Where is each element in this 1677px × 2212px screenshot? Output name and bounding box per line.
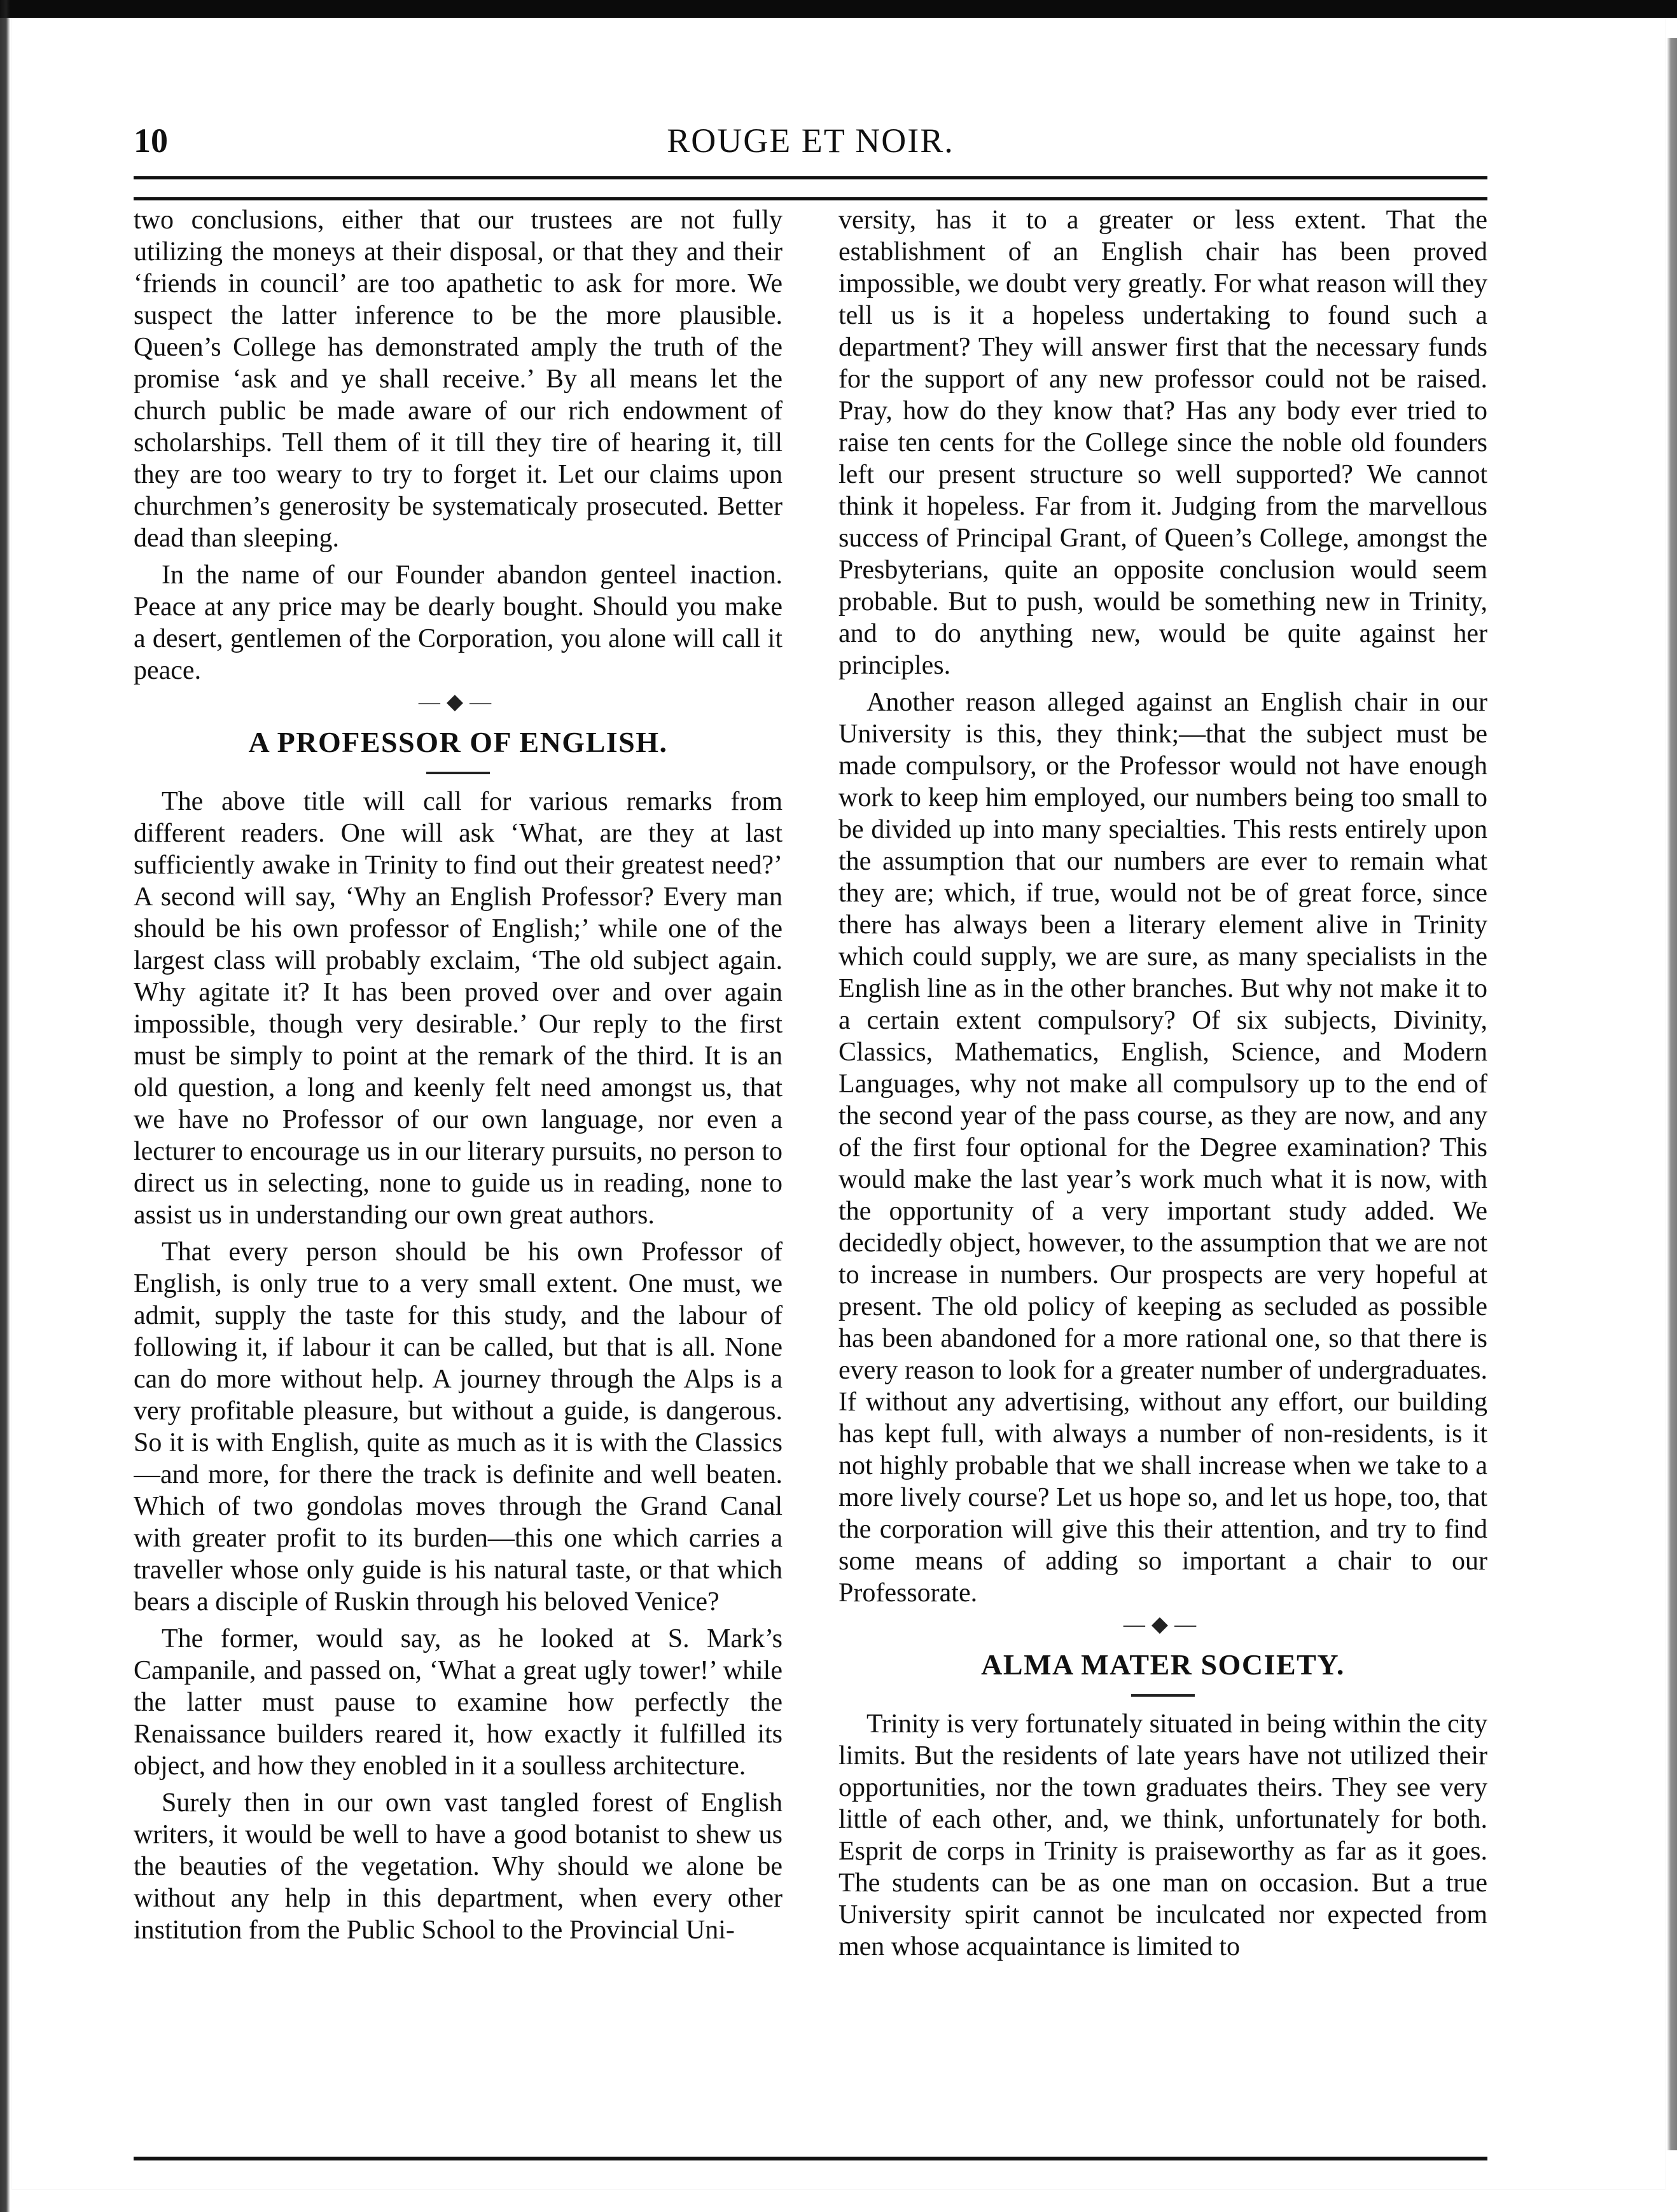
article-paragraph: The former, would say, as he looked at S. Mark’s Campanile, and passed on, ‘What a great ugly tower!’ while the latter must pause to examine how perfectly the Renaissance builders reared it, how exactly it fulfilled its object, and how they enobled in it a soulless architecture. [134,1624,783,1781]
professor-heading: A PROFESSOR OF ENGLISH. [248,726,668,758]
left-column [134,204,783,1998]
section-separator: —◆— [1123,1613,1203,1636]
article-paragraph: The above title will call for various remarks from different readers. One will ask ‘What, are they at last sufficiently awake in Trinity to find out their greatest need?’ A second will say, ‘Why an English Professor? Every man should be his own professor of English;’ while one of the largest class will probably exclaim, ‘The old subject again. Why agitate it? It has been proved over and over again impossible, though very desirable.’ Our reply to the first must be simply to point at the remark of the third. It is an old question, a long and keenly felt need amongst us, that we have no Professor of our own language, nor even a lecturer to encourage us in our literary pursuits, no person to direct us in selecting, none to guide us in reading, none to assist us in understanding our own great authors. [134,787,783,1230]
newspaper-page [134,118,1487,2090]
right-column [838,204,1487,1998]
alma-mater-heading: ALMA MATER SOCIETY. [981,1648,1345,1681]
scan-right-edge [1667,38,1677,2150]
header-rules [134,176,1487,200]
page-header [134,118,1487,163]
article-paragraph: That every person should be his own Professor of English, is only true to a very small extent. One must, we admit, supply the taste for this study, and the labour of following it, if labour it can be called, but that is all. None can do more without help. A journey through the Alps is a very profitable pleasure, but without a guide, is dangerous. So it is with English, quite as much as it is with the Classics—and more, for there the track is definite and well beaten. Which of two gondolas moves through the Grand Canal with greater profit to its burden—this one which carries a traveller whose only guide is his natural taste, or that which bears a disciple of Ruskin through his beloved Venice? [134,1237,783,1617]
heading-rule [1131,1694,1195,1697]
scan-top-bar [0,0,1677,18]
scan-left-edge [0,0,10,2212]
running-title: ROUGE ET NOIR. [667,122,954,160]
section-separator: —◆— [418,690,498,714]
article-paragraph: two conclusions, either that our trustees are not fully utilizing the moneys at their disposal, or that they and their ‘friends in council’ are too apathetic to ask for more. We suspect the latter inference to be the more plausible. Queen’s College has demonstrated amply the truth of the promise ‘ask and ye shall receive.’ By all means let the church public be made aware of our rich endowment of scholarships. Tell them of it till they tire of hearing it, till they are too weary to try to forget it. Let our claims upon churchmen’s generosity be systematicaly prosecuted. Better dead than sleeping. [134,205,783,553]
article-paragraph: Surely then in our own vast tangled forest of English writers, it would be well to have a good botanist to shew us the beauties of the vegetation. Why should we alone be without any help in this department, when every other institution from the Public School to the Provincial Uni- [134,1788,783,1945]
bottom-page-rule [134,2157,1487,2160]
article-paragraph: Another reason alleged against an English chair in our University is this, they think;—that the subject must be made compulsory, or the Professor would not have enough work to keep him employed, our numbers being too small to be divided up into many specialties. This rests entirely upon the assumption that our numbers are ever to remain what they are; which, if true, would not be of great force, since there has always been a literary element alive in Trinity which could supply, we are sure, as many specialists in the English line as in the other branches. But why not make it to a certain extent compulsory? Of six subjects, Divinity, Classics, Mathematics, English, Science, and Modern Languages, why not make all compulsory up to the end of the second year of the pass course, as they are now, and any of the first four optional for the Degree examination? This would make the last year’s work much what it is now, with the opportunity of a very important study added. We decidedly object, however, to the assumption that we are not to increase in numbers. Our prospects are very hopeful at present. The old policy of keeping as secluded as possible has been abandoned for a more rational one, so that there is every reason to look for a greater number of undergraduates. If without any advertising, without any effort, our building has kept full, with always a number of non-residents, is it not highly probable that we shall increase when we take to a more lively course? Let us hope so, and let us hope, too, that the corporation will give this their attention, and try to find some means of adding so important a chair to our Professorate. [838,688,1487,1608]
page-number: 10 [134,122,168,160]
article-paragraph: versity, has it to a greater or less extent. That the establishment of an English chair has been proved impossible, we doubt very greatly. For what reason will they tell us is it a hopeless undertaking to found such a department? They will answer first that the necessary funds for the support of any new professor could not be raised. Pray, how do they know that? Has any body ever tried to raise ten cents for the College since the noble old founders left our present structure so well supported? We cannot think it hopeless. Far from it. Judging from the marvellous success of Principal Grant, of Queen’s College, amongst the Presbyterians, quite an opposite conclusion would seem probable. But to push, would be something new in Trinity, and to do anything new, would be quite against her principles. [838,205,1487,680]
two-column-article-body [134,204,1487,1998]
heading-rule [426,772,490,774]
article-paragraph: Trinity is very fortunately situated in being within the city limits. But the residents of late years have not utilized their opportunities, nor the town graduates theirs. They see very little of each other, and, we think, unfortunately for both. Esprit de corps in Trinity is praiseworthy as far as it goes. The students can be as one man on occasion. But a true University spirit cannot be inculcated nor expected from men whose acquaintance is limited to [838,1709,1487,1961]
article-paragraph: In the name of our Founder abandon genteel inaction. Peace at any price may be dearly bought. Should you make a desert, gentlemen of the Corporation, you alone will call it peace. [134,560,783,685]
